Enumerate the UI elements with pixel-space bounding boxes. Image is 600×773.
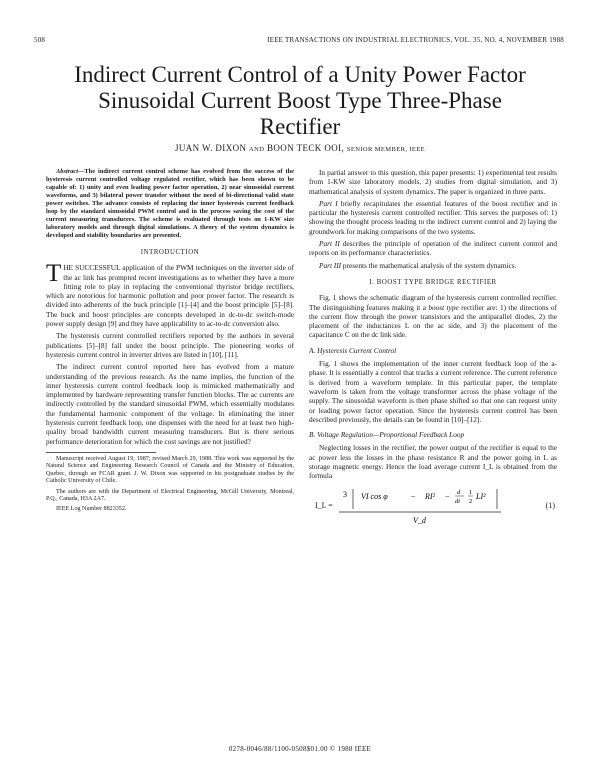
copyright-footer: 0278-0046/88/1100-0508$01.00 © 1988 IEEE — [228, 745, 372, 753]
sec1-text-b: rectifier are: 1) the directions of the current flow through the power transistors and the antiparallel diodes, 2) the placement of the inductances L on the ac side, and 3) the placement of the capacitance C on the dc link side. — [309, 302, 557, 340]
eq-one: 1 — [469, 488, 473, 496]
eq-term-1: VI cos φ — [361, 491, 388, 501]
page-number: 508 — [34, 36, 46, 44]
part-3-text: presents the mathematical analysis of the system dynamics. — [341, 260, 517, 270]
title-line-2: Sinusoidal Current Boost Type Three-Phase — [98, 88, 502, 113]
title-line-1: Indirect Current Control of a Unity Power Factor — [74, 62, 526, 87]
part-2-lead: Part II — [319, 239, 340, 249]
intro-heading: INTRODUCTION — [140, 249, 200, 256]
footnote-2: The authors are with the Department of Electrical Engineering, McGill University, Montreal, P.Q., Canada, H3A 2A7. — [46, 488, 294, 502]
right-paragraph-1: In partial answer to this question, this paper presents: 1) experimental test results from 1-KW size laboratory models, 2) studies from digital simulation, and 3) mathematical analysis of system dynamics. The paper is organized in three parts. — [309, 168, 557, 196]
abstract-text: —The indirect current control scheme has evolved from the success of the hysteresis current controlled voltage regulated rectifier, which has been shown to be capable of: 1) unity and even leading power factor operation, 2) near sinusoidal current waveforms, and 3) bilateral power transfer without the need of bi-directional valid state power switches. The advance consists of replacing the inner hysteresis current feedback loop by the standard sinusoidal PWM control and in the process saving the cost of the current measuring transducers. The scheme is evaluated through tests on 1-KW size laboratory models and through digital simulations. A theory of the system dynamics is developed and stability boundaries are presented. — [46, 168, 294, 239]
author-and: AND — [249, 146, 265, 153]
eq-minus-2: − — [445, 491, 450, 501]
intro-paragraph-1 — [46, 260, 294, 329]
eq-denominator: V_d — [413, 515, 426, 525]
section-1-paragraph — [309, 293, 557, 339]
footnote-3: IEEE Log Number 8823352. — [56, 506, 127, 513]
eq-factor: 3 — [343, 489, 347, 499]
part-2-text: describes the principle of operation of the indirect current control and reports on its performance characteristics. — [309, 239, 557, 258]
equation-1 — [309, 485, 557, 527]
footnote-rule — [46, 452, 156, 453]
title-line-3: Rectifier — [259, 114, 341, 139]
subsection-a-paragraph: Fig. 1 shows the implementation of the inner current feedback loop of the a-phase. It is essentially a control that tracks a current reference. The current reference is derived from a waveform template. In this particular paper, the template waveform is taken from the voltage transformer across the phase voltage of the supply. The sinusoidal waveform is then phase shifted so that one can request unity or leading power factor operation. Since the hysteresis current control has been described previously, the details can be found in [10]–[12]. — [309, 359, 557, 424]
paper-title — [40, 62, 560, 140]
subsection-b-heading: B. Voltage Regulation—Proportional Feedback Loop — [309, 430, 465, 440]
drop-cap: T — [46, 260, 62, 288]
running-header — [34, 36, 564, 48]
section-1-heading: I. BOOST TYPE BRIDGE RECTIFIER — [369, 278, 497, 286]
left-column — [46, 168, 294, 517]
author-2: BOON TECK OOI, — [267, 143, 345, 153]
part-1-text: briefly recapitulates the essential features of the boost rectifier and in particular the hysteresis current controlled rectifier. This serves the purposes of: 1) showing the thought process leading to the indirect current control and 2) laying the groundwork for making comparisons of the two systems. — [309, 198, 557, 236]
author-line — [40, 143, 560, 153]
subsection-a-heading: A. Hysteresis Current Control — [309, 345, 397, 355]
right-column — [309, 168, 557, 527]
author-1: JUAN W. DIXON — [174, 143, 247, 153]
author-grade: SENIOR MEMBER, IEEE — [346, 146, 426, 153]
eq-lhs: I_L = — [315, 500, 333, 510]
journal-header: IEEE TRANSACTIONS ON INDUSTRIAL ELECTRONICS, VOL. 35, NO. 4, NOVEMBER 1988 — [267, 36, 564, 44]
right-paragraph-4 — [309, 261, 557, 270]
abstract — [46, 168, 294, 240]
sec1-italic: boost type — [428, 302, 459, 312]
right-paragraph-2 — [309, 199, 557, 236]
intro-paragraph-3: The indirect current control reported here has evolved from a mature understanding of the previous research. As the name implies, the function of the inner hysteresis current control feedback loop is mimicked mathematically and implemented by hardware representing transfer function blocks. The ac currents are indirectly controlled by the standard sinusoidal PWM, which essentially modulates the fundamental harmonic component of the voltage. In eliminating the inner hysteresis current feedback loop, one dispenses with the need for at least two high-quality broad bandwidth current measuring transducers. But is there serious performance deterioration for which the cost savings are not justified? — [46, 362, 294, 446]
abstract-lead: Abstract — [56, 168, 79, 175]
part-3-lead: Part III — [319, 260, 342, 270]
footnote-1: Manuscript received August 19, 1987; revised March 29, 1988. This work was supported by the Natural Science and Engineering Research Council of Canada and the Ministry of Education, Quebec, through an FCAR grant. J. W. Dixon was supported in his postgraduate studies by the Catholic University of Chile. — [46, 455, 294, 485]
eq-number: (1) — [545, 500, 555, 510]
eq-d: d — [457, 488, 461, 496]
part-1-lead: Part I — [319, 198, 338, 208]
eq-term-5: LI² — [476, 491, 486, 501]
intro-paragraph-2: The hysteresis current controlled rectifiers reported by the authors in several publications [5]–[8] fall under the boost principle. The pioneering works of hysteresis current control in inverter drives are listed in [10], [11]. — [46, 331, 294, 359]
sec1-text-a: Fig. 1 shows the schematic diagram of the hysteresis current controlled rectifier. The distinguishing features making it a — [309, 293, 557, 312]
intro-p1-text: HE SUCCESSFUL application of the PWM techniques on the inverter side of the ac link has prompted recent investigations as to whether they have a more fitting role to play in replacing the conventional thyristor bridge rectifiers, which are notorious for harmonic pollution and poor power factor. The research is divided into adherents of the buck principle [1]–[4] and the boost principle [5]–[8]. The buck and boost principles are concepts developed in dc-to-dc switch-mode power supply design [9] and they have applicability to ac-to-dc conversion also. — [46, 263, 294, 329]
eq-two: 2 — [469, 497, 473, 505]
subsection-b-paragraph: Neglecting losses in the rectifier, the power output of the rectifier is equal to the ac power less the losses in the phase resistance R and the power going in L as storage magnetic energy. Hence the load average current I_L is obtained from the formula — [309, 443, 557, 481]
eq-body — [329, 485, 529, 527]
eq-minus-1: − — [411, 491, 416, 501]
eq-term-2: RI² — [425, 491, 435, 501]
right-paragraph-3 — [309, 239, 557, 258]
eq-dt: dt — [455, 497, 461, 505]
